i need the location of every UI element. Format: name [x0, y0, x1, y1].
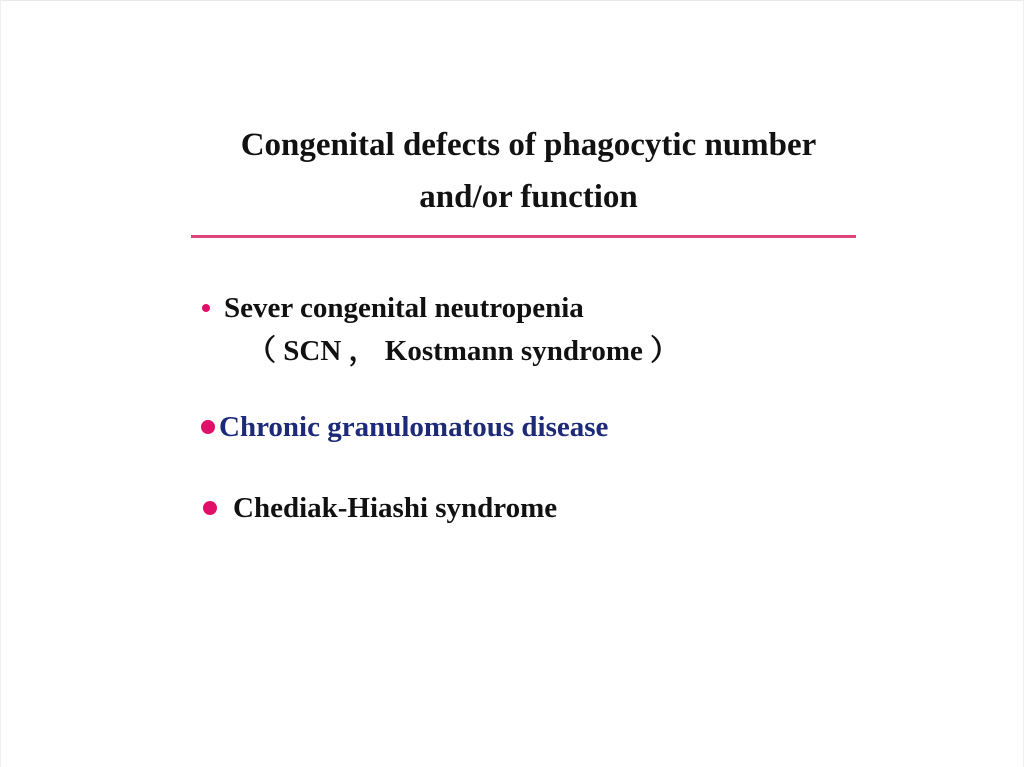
bullet-icon [203, 501, 217, 515]
list-item-text: Sever congenital neutropenia [224, 292, 584, 324]
list-item-chediak [203, 486, 557, 530]
title-divider [191, 235, 856, 238]
list-item-cgd [201, 405, 608, 449]
list-item-scn [202, 286, 584, 330]
slide-title [151, 119, 906, 223]
bullet-icon [201, 420, 215, 434]
list-item-text: Chediak-Hiashi syndrome [233, 492, 558, 524]
slide-title-line-2: and/or function [419, 179, 638, 215]
bullet-icon [202, 304, 210, 312]
list-item-subtext: （ SCN ， Kostmann syndrome ） [247, 335, 680, 367]
list-item-text: Chronic granulomatous disease [219, 411, 609, 443]
slide-title-line-1: Congenital defects of phagocytic number [240, 127, 817, 163]
